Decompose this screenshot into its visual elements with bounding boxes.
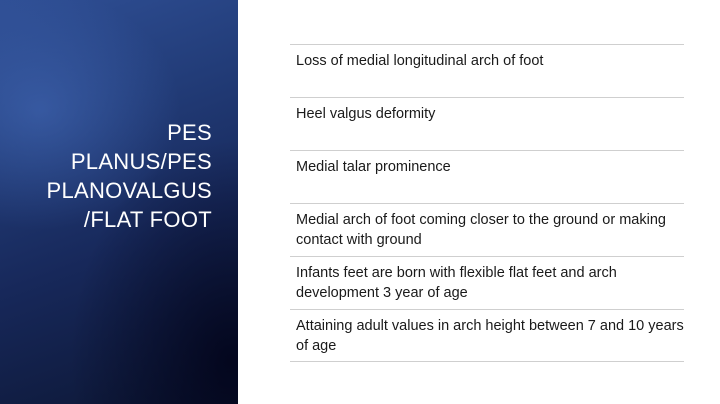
list-item: Loss of medial longitudinal arch of foot	[290, 44, 684, 97]
list-item: Medial arch of foot coming closer to the ground or making contact with ground	[290, 203, 684, 256]
title-line: PLANOVALGUS	[46, 178, 212, 203]
list-item: Attaining adult values in arch height between 7 and 10 years of age	[290, 309, 684, 362]
title-line: /FLAT FOOT	[83, 207, 212, 232]
list-item: Heel valgus deformity	[290, 97, 684, 150]
slide-title	[12, 118, 212, 234]
title-line: PES	[167, 120, 212, 145]
title-panel	[0, 0, 238, 404]
bullet-list	[290, 44, 684, 362]
title-line: PLANUS/PES	[70, 149, 212, 174]
list-item: Medial talar prominence	[290, 150, 684, 203]
list-item: Infants feet are born with flexible flat feet and arch development 3 year of age	[290, 256, 684, 309]
